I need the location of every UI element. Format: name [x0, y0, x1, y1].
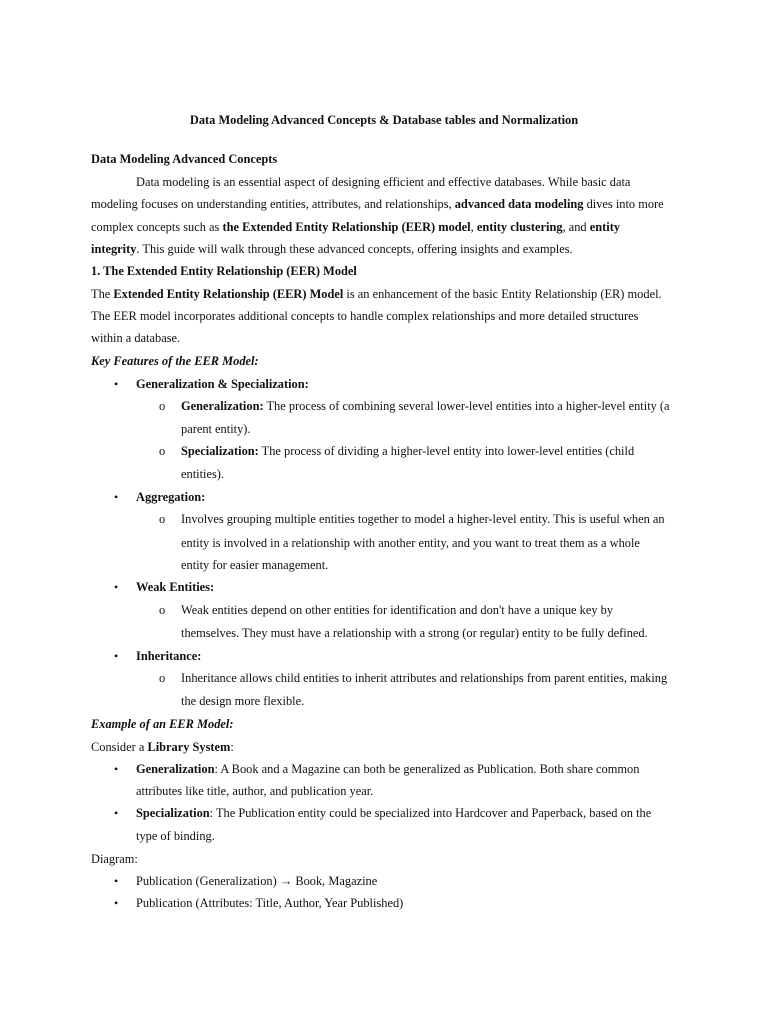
eer-para-line-3: within a database. [91, 331, 181, 345]
intro-bold: the Extended Entity Relationship (EER) model [222, 220, 471, 234]
sub-bullet-glyph: o [159, 512, 166, 526]
bullet-glyph: • [114, 896, 119, 910]
example-specialization [136, 805, 651, 821]
example-heading: Example of an EER Model: [91, 717, 234, 731]
diagram-text: Book, Magazine [292, 874, 378, 888]
intro-bold: advanced data modeling [454, 197, 584, 211]
feature-weak-entities: Weak Entities: [136, 580, 215, 594]
document-title: Data Modeling Advanced Concepts & Database tables and Normalization [189, 113, 579, 127]
feature-label: Generalization: [181, 399, 264, 413]
diagram-label: Diagram: [91, 852, 138, 866]
intro-text: complex concepts such as [91, 220, 223, 234]
sub-bullet-glyph: o [159, 603, 166, 617]
intro-text: . This guide will walk through these advanced concepts, offering insights and examples. [136, 242, 573, 256]
consider-text: : [230, 740, 234, 754]
eer-bold: Extended Entity Relationship (EER) Model [113, 287, 344, 301]
diagram-item-2: Publication (Attributes: Title, Author, Year Published) [136, 896, 404, 910]
intro-text: modeling focuses on understanding entities, attributes, and relationships, [91, 197, 455, 211]
intro-line-2 [91, 196, 664, 212]
intro-line-4 [91, 241, 573, 257]
eer-heading: 1. The Extended Entity Relationship (EER) Model [91, 264, 357, 278]
arrow-right-icon: → [279, 874, 293, 888]
intro-bold: entity clustering [476, 220, 563, 234]
intro-text: dives into more [583, 197, 664, 211]
inheritance-line-1: Inheritance allows child entities to inherit attributes and relationships from parent entities, making [181, 671, 668, 685]
bullet-glyph: • [114, 580, 119, 594]
intro-text: , [470, 220, 477, 234]
feature-inheritance: Inheritance: [136, 649, 202, 663]
key-features-heading: Key Features of the EER Model: [91, 354, 259, 368]
aggregation-line-2: entity is involved in a relationship with another entity, and you want to treat them as a whole [181, 536, 640, 550]
intro-text: , and [562, 220, 590, 234]
example-generalization [136, 761, 639, 777]
sub-bullet-glyph: o [159, 444, 166, 458]
feature-text: The process of combining several lower-level entities into a higher-level entity (a [263, 399, 670, 413]
feature-generalization [181, 398, 670, 414]
eer-para-line-2: The EER model incorporates additional concepts to handle complex relationships and more detailed structures [91, 309, 639, 323]
bullet-glyph: • [114, 490, 119, 504]
feature-aggregation: Aggregation: [136, 490, 206, 504]
feature-specialization-cont: entities). [181, 467, 225, 481]
bullet-glyph: • [114, 649, 119, 663]
consider-line [91, 739, 234, 755]
eer-para-line-1 [91, 286, 662, 302]
example-label: Specialization [136, 806, 210, 820]
intro-line-3 [91, 219, 620, 235]
eer-text: is an enhancement of the basic Entity Relationship (ER) model. [343, 287, 662, 301]
intro-line-1: Data modeling is an essential aspect of designing efficient and effective databases. While basic data [136, 175, 631, 189]
sub-bullet-glyph: o [159, 671, 166, 685]
feature-specialization [181, 443, 634, 459]
section-heading: Data Modeling Advanced Concepts [91, 152, 278, 166]
example-label: Generalization [136, 762, 215, 776]
weak-line-1: Weak entities depend on other entities for identification and don't have a unique key by [181, 603, 614, 617]
eer-text: The [91, 287, 114, 301]
sub-bullet-glyph: o [159, 399, 166, 413]
bullet-glyph: • [114, 806, 119, 820]
bullet-glyph: • [114, 377, 119, 391]
feature-generalization-cont: parent entity). [181, 422, 251, 436]
aggregation-line-1: Involves grouping multiple entities together to model a higher-level entity. This is useful when an [181, 512, 665, 526]
inheritance-line-2: the design more flexible. [181, 694, 305, 708]
consider-bold: Library System [147, 740, 231, 754]
diagram-item-1 [136, 873, 377, 889]
diagram-text: Publication (Generalization) [136, 874, 280, 888]
feature-label: Specialization: [181, 444, 259, 458]
example-text: : The Publication entity could be specialized into Hardcover and Paperback, based on the [209, 806, 652, 820]
feature-gen-spec: Generalization & Specialization: [136, 377, 309, 391]
weak-line-2: themselves. They must have a relationship with a strong (or regular) entity to be fully defined. [181, 626, 648, 640]
example-generalization-cont: attributes like title, author, and publication year. [136, 784, 374, 798]
bullet-glyph: • [114, 874, 119, 888]
consider-text: Consider a [91, 740, 148, 754]
example-specialization-cont: type of binding. [136, 829, 215, 843]
feature-text: The process of dividing a higher-level entity into lower-level entities (child [258, 444, 635, 458]
bullet-glyph: • [114, 762, 119, 776]
aggregation-line-3: entity for easier management. [181, 558, 329, 572]
intro-bold: integrity [91, 242, 137, 256]
intro-bold: entity [589, 220, 621, 234]
example-text: : A Book and a Magazine can both be generalized as Publication. Both share common [214, 762, 640, 776]
